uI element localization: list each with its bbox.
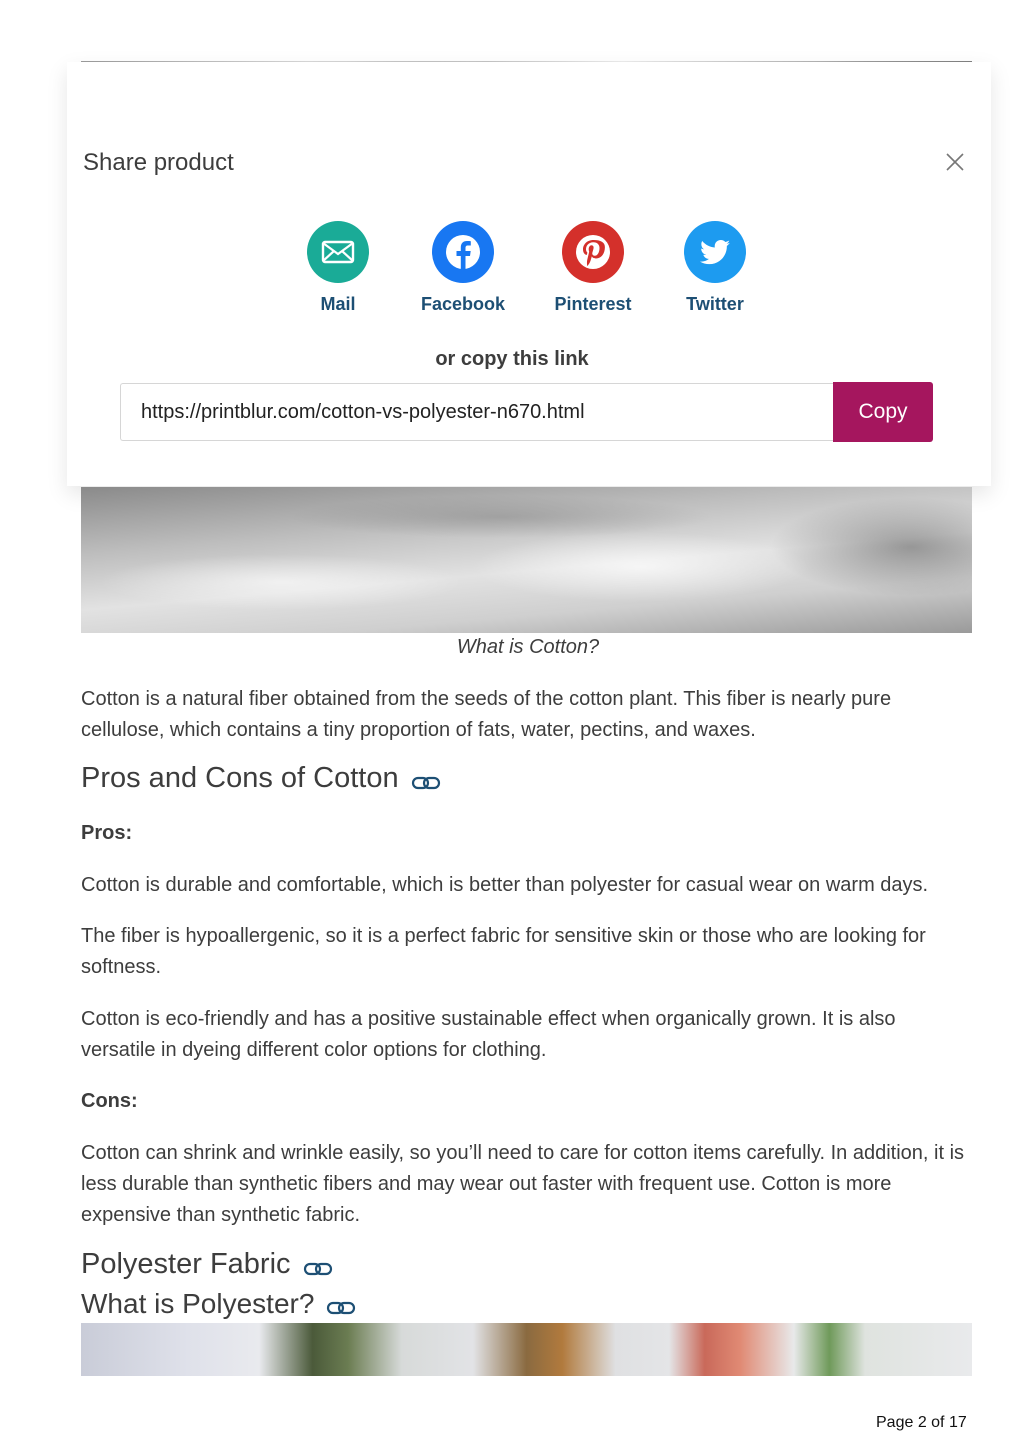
pros-item: Cotton is eco-friendly and has a positive sustainable effect when organically grown. It is also versatile in dyeing different color options for clothing.	[81, 1008, 896, 1061]
cons-paragraph: Cotton can shrink and wrinkle easily, so you’ll need to care for cotton items carefully. In addition, it is less durable than synthetic fibers and may wear out faster with frequent use. Cotton is more expensive than synthetic fabric.	[81, 1142, 965, 1226]
what-is-polyester-heading-text: What is Polyester?	[81, 1288, 315, 1319]
cotton-intro-paragraph: Cotton is a natural fiber obtained from the seeds of the cotton plant. This fiber is nearly pure cellulose, which contains a tiny proportion of fats, water, pectins, and waxes.	[81, 688, 892, 741]
pinterest-icon	[562, 221, 624, 283]
copy-button[interactable]: Copy	[833, 382, 933, 442]
modal-title: Share product	[83, 149, 234, 176]
polyester-fabrics-image	[81, 1323, 972, 1376]
share-facebook-label: Facebook	[420, 294, 506, 314]
share-twitter-button[interactable]	[655, 221, 775, 315]
share-pinterest-button[interactable]	[533, 221, 653, 315]
pros-item: The fiber is hypoallergenic, so it is a perfect fabric for sensitive skin or those who are looking for softness.	[81, 925, 926, 978]
pros-cons-heading-text: Pros and Cons of Cotton	[81, 762, 399, 794]
close-icon[interactable]	[943, 150, 967, 174]
facebook-icon	[432, 221, 494, 283]
pros-label: Pros:	[81, 822, 133, 844]
cons-label: Cons:	[81, 1090, 138, 1112]
anchor-link-icon[interactable]	[326, 1300, 356, 1316]
image-caption: What is Cotton?	[456, 636, 600, 658]
copy-link-caption: or copy this link	[435, 348, 589, 370]
polyester-fabric-heading	[81, 1248, 333, 1281]
cotton-fabric-image	[81, 487, 972, 633]
mail-icon	[307, 221, 369, 283]
share-mail-label: Mail	[320, 294, 356, 314]
share-twitter-label: Twitter	[686, 294, 744, 314]
share-pinterest-label: Pinterest	[554, 294, 632, 314]
polyester-fabric-heading-text: Polyester Fabric	[81, 1248, 291, 1280]
pros-cons-heading	[81, 762, 441, 795]
share-link-field[interactable]	[120, 383, 833, 441]
what-is-polyester-heading	[81, 1288, 356, 1320]
anchor-link-icon[interactable]	[411, 775, 441, 791]
pros-item: Cotton is durable and comfortable, which is better than polyester for casual wear on warm days.	[81, 874, 929, 896]
page-number: Page 2 of 17	[876, 1414, 967, 1431]
share-facebook-button[interactable]	[403, 221, 523, 315]
share-mail-button[interactable]	[278, 221, 398, 315]
anchor-link-icon[interactable]	[303, 1261, 333, 1277]
twitter-icon	[684, 221, 746, 283]
